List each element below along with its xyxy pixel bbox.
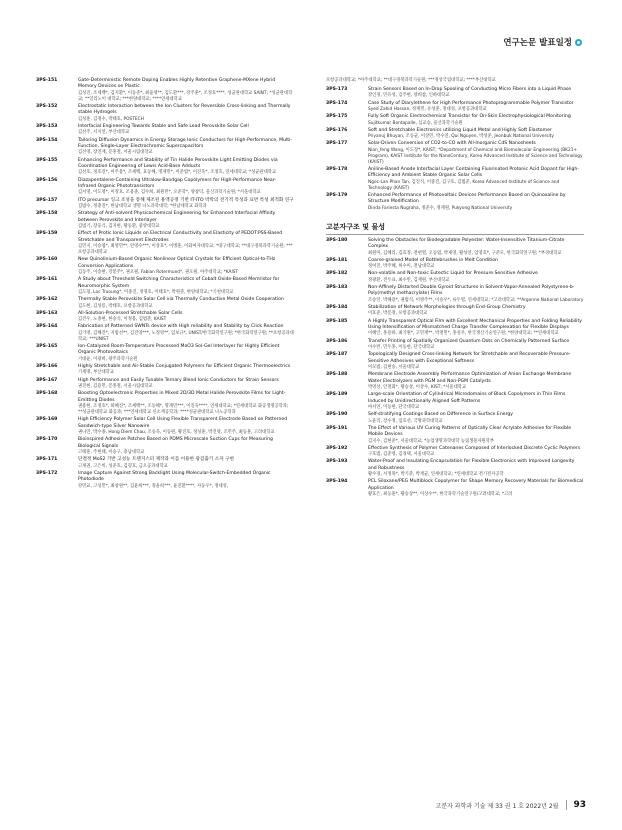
paper-entry	[36, 417, 294, 436]
paper-title: Non-Affinely Distorted Double Gyroid Structures in Solvent-Vapor-Annealed Polystyrene-b-Poly(methyl methacrylate) Films	[368, 284, 575, 297]
paper-body	[368, 141, 584, 165]
right-column-bottom	[326, 238, 584, 498]
paper-body	[368, 319, 584, 338]
paper-authors: 고태훈, 주현태, 이승구, 충남대학교	[78, 449, 145, 455]
paper-body	[78, 378, 294, 390]
paper-entry	[326, 352, 584, 371]
paper-body	[78, 231, 294, 256]
paper-title: Case Study of Diarylethene for High Performance Photoprogrammable Polymer Transistor	[368, 100, 574, 106]
paper-code: 3PS-158	[36, 211, 58, 217]
paper-title: PCL Siloxane/PEG Multiblock Copolymer for Shape Memory Recovery Materials for Biomedical Application	[368, 479, 584, 491]
paper-authors: 김도형, Loc Truoung*, 이종진, 정영호, 이태호*, 박원준, 한양대학교; *기천대학교	[78, 290, 234, 295]
paper-entry	[326, 459, 584, 478]
paper-entry	[326, 87, 584, 99]
paper-body	[78, 178, 294, 197]
paper-body	[78, 391, 294, 416]
paper-entry	[326, 285, 584, 304]
paper-entry	[36, 311, 294, 323]
paper-body	[368, 258, 584, 270]
paper-title: ITO precursor 잉크 조성을 통해 제조된 용액공정 기반 IT-ITO 박막의 전기적 특성과 표면 특성 최적화 연구	[78, 197, 294, 203]
paper-title: Coarse-grained Model of Bottlebrushes in Melt Condition	[368, 257, 499, 263]
paper-authors: 기세명, 부산대학교	[78, 370, 114, 376]
paper-authors: 김성진, 조세백*, 김지환*, 이동준*, 최윤영**, 김도환***, 강주훈*, 조정호****, 성균관대학교 SAINT; *성균관대학교; **일리노이 대학교; ***한양대학교; ****연세대학교	[78, 90, 293, 102]
paper-code: 3PS-179	[326, 192, 348, 198]
paper-title: Strain Sensors Based on In-Drop Spooling of Conducting Micro Fibers into a Liquid Phase	[368, 87, 572, 92]
paper-title: Solar-Driven Conversion of CO2-to-CO with All-Inorganic CdS Nanosheets	[368, 141, 536, 147]
paper-entry	[36, 378, 294, 390]
paper-title: Highly Stretchable and Air-Stable Conjugated Polymers for Efficient Organic Thermoelectrics	[78, 363, 291, 369]
paper-title: Boosting Optoelectronic Properties in Mixed 2D/3D Metal Halide Perovskite Films for Light-Emitting Diodes	[78, 391, 286, 403]
paper-entry	[326, 479, 584, 498]
paper-code: 3PS-182	[326, 271, 348, 277]
paper-entry	[36, 104, 294, 123]
paper-body	[78, 364, 294, 376]
paper-authors: Ngoc-Lan Phan Tan, 김진석, 이중진, 김구호, 김범준, Korea Advanced Institute of Science and Technology (KAIST)	[368, 179, 560, 191]
paper-code: 3PS-187	[326, 352, 348, 358]
header-title: 연구논문 발표일정	[503, 38, 572, 48]
paper-entry	[36, 344, 294, 363]
paper-body	[368, 426, 584, 445]
paper-authors: Sujitkumar Bontapalle, 심교승, 울산과학기술원	[368, 120, 463, 126]
page-footer	[435, 800, 586, 810]
paper-authors: 김범수, 정충진*, 한남대학교 생명 나노과학대학; *한남대학교 화학과	[78, 204, 207, 209]
paper-entry	[326, 101, 584, 113]
paper-code: 3PS-181	[326, 257, 348, 263]
paper-authors: 구호범, 김준영, 김경택, 서울대학교	[368, 452, 435, 458]
paper-title: Membrane Electrode Assembly Performance Optimization of Anion Exchange Membrane Water Electrolyzers with PGM and Non-PGM Catalysts	[368, 372, 572, 384]
paper-code: 3PS-163	[36, 310, 58, 316]
paper-code: 3PS-151	[36, 78, 58, 83]
paper-code: 3PS-154	[36, 137, 58, 143]
paper-code: 3PS-190	[326, 412, 348, 418]
paper-body	[78, 124, 294, 136]
paper-code: 3PS-191	[326, 425, 348, 431]
paper-code: 3PS-157	[36, 197, 58, 203]
paper-body	[368, 372, 584, 391]
paper-code: 3PS-183	[326, 284, 348, 290]
paper-authors: 김범기, 장웅식, 김지현, 황동환, 중앙대학교	[78, 224, 160, 229]
paper-entry	[36, 124, 294, 136]
paper-body	[368, 271, 584, 283]
paper-body	[78, 344, 294, 363]
paper-entry	[326, 128, 584, 140]
paper-entry	[326, 372, 584, 391]
paper-body	[78, 257, 294, 276]
paper-title: Solving the Obstacles for Biodegradable Polyester: Water-Insensitive Titanium-Citrate Complex	[368, 237, 565, 250]
paper-authors: 황효은, 최동훈*, 황승상**, 이상수**, 한국과학기술연구원/고려대학교; *고려	[368, 492, 513, 498]
paper-title: Soft and Stretchable Electronics utilizing Liquid Metal and Highly Soft Elastomer	[368, 127, 552, 133]
paper-body	[78, 211, 294, 230]
paper-body	[78, 437, 294, 456]
paper-code: 3PS-153	[36, 124, 58, 129]
footer-journal: 고분자 과학과 기술 제 33 권 1 호 2022년 2월	[435, 802, 559, 810]
paper-code: 3PS-192	[326, 445, 348, 451]
paper-body	[78, 457, 294, 469]
paper-code: 3PS-168	[36, 391, 58, 397]
paper-authors: 고재권, 고은비, 성준호, 김형호, 금오공과대학교	[78, 463, 168, 469]
paper-body	[78, 138, 294, 157]
paper-body	[368, 87, 584, 99]
paper-entry	[326, 271, 584, 283]
paper-entry	[326, 446, 584, 458]
paper-authors: 조승연, 박해용*, 권범석, 이병주**, 이승우*, 류두열, 연세대학교; *고려대학교; **Argonne National Laboratory	[368, 297, 584, 303]
paper-code: 3PS-193	[326, 459, 348, 465]
paper-code: 3PS-160	[36, 257, 58, 263]
paper-body	[368, 412, 584, 424]
paper-authors: 김선호, 정호진*, 이주용*, 조세백, 효동혜, 명재민*, 이준엽*, 이진욱*, 조정호, 연세대학교; *성균관대학교	[78, 170, 277, 176]
paper-authors: 정여진, 박주혜, 허수미, 전남대학교	[368, 264, 435, 270]
paper-title: The Effect of Various UV Curing Patterns of Optically Clear Acrylate Adhesive for Flexible Mobile Devices	[368, 425, 572, 438]
paper-title: Topologically Designed Cross-linking Network for Stretchable and Recoverable Pressure-Sensitive Adhesives with Exceptional Softness	[368, 352, 571, 364]
paper-authors: 정광환, 전두표, 최수빈, 김재원, 부산대학교	[368, 277, 450, 283]
paper-code: 3PS-177	[326, 141, 348, 147]
paper-entry	[36, 364, 294, 376]
paper-body	[368, 305, 584, 317]
paper-entry	[326, 114, 584, 126]
paper-body	[368, 167, 584, 192]
paper-authors: Dinda Fariesta Nugraha, 정준수, 정재원, Pukyong National University	[368, 205, 513, 211]
paper-authors: 노윤리, 장수정, 임호선, 국방과학대학교	[368, 418, 443, 424]
paper-body	[368, 479, 584, 498]
paper-entry	[326, 305, 584, 317]
paper-authors: 김성훈, 김정수, 박태호, POSTECH	[78, 116, 144, 122]
paper-authors: 최원미, 김혜리, 김효정, 전현열, 오동엽, 박제영, 황성연, 엄영호*, 구준모, 한국화학연구원; *부경대학교	[368, 250, 562, 256]
paper-title: All-Solution-Processed Stretchable Solar Cells	[78, 310, 183, 316]
paper-code: 3PS-161	[36, 277, 58, 283]
circle-bullet-icon	[575, 39, 582, 46]
paper-authors: 이효준, 박문정, 포항공과대학교	[368, 311, 428, 317]
paper-entry	[36, 391, 294, 416]
paper-code: 3PS-175	[326, 114, 348, 120]
page-header	[503, 36, 582, 48]
paper-title: Interfacial Engineering Towards Stable and Safe Lead Perovskite Solar Cell	[78, 124, 249, 129]
paper-entry	[36, 158, 294, 177]
paper-title: Image Capture Against Strong Backlight Using Molecular-Switch-Embedded Organic Photodiode	[78, 470, 271, 483]
paper-code: 3PS-162	[36, 297, 58, 303]
paper-title: Non-volatile and Non-toxic Eutectic Liquid for Pressure Sensitive Adhesive	[368, 271, 538, 277]
paper-entry	[36, 277, 294, 296]
paper-code: 3PS-180	[326, 237, 348, 243]
paper-body	[368, 392, 584, 411]
paper-code: 3PS-178	[326, 166, 348, 172]
paper-authors: 김민지, 이승엽*, 최영민**, 안영수***, 이상호*, 이병훈, 이화여자대학교; *대구대학교; **대구경북과학기술원; ***포항공과대학교	[78, 244, 293, 255]
paper-code: 3PS-188	[326, 372, 348, 378]
paper-code: 3PS-184	[326, 304, 348, 310]
paper-title: Stabilization of Network Morphologies through End-Group Chemistry	[368, 304, 526, 310]
paper-entry	[36, 78, 294, 103]
paper-entry	[326, 319, 584, 338]
paper-code: 3PS-189	[326, 392, 348, 398]
paper-code: 3PS-167	[36, 377, 58, 383]
paper-code: 3PS-185	[326, 318, 348, 324]
paper-code: 3PS-152	[36, 104, 58, 109]
paper-authors: 강인경, 민유성, 김주현, 양희참, 인하대학교	[368, 93, 450, 99]
paper-code: 3PS-165	[36, 343, 58, 349]
paper-entry	[36, 437, 294, 456]
paper-authors: 마서연, 이동현, 단국대학교	[368, 404, 420, 410]
paper-authors: 김서영, 이도영*, 이정호, 조용준, 김수희, 최원빈*, 오준학*, 양창덕, 울산과학기술원; *서울대학교	[78, 190, 261, 196]
paper-title: Fully Soft Organic Electrochemical Transistor for On-Skin Electrophysiological Monitoring	[368, 114, 571, 120]
paper-authors: 박영상, 안철회*, 황승상, 이상수, KIST; *서울대학교	[368, 384, 467, 390]
paper-body	[78, 78, 294, 103]
paper-body	[78, 158, 294, 177]
paper-authors: 기대윤, 이광희, 광주과학기술원	[78, 356, 138, 362]
paper-code: 3PS-166	[36, 363, 58, 369]
paper-body	[78, 297, 294, 309]
paper-authors: 권진현, 김용민, 문홍철, 서울시립대학교	[78, 383, 153, 389]
paper-authors: 김가영, 김해진*, 지범선**, 김진영***, 노정영**, 임보규*, UNIST/한국화학연구원; *한국화학연구원; **포항공과대학교; ***UNIST	[78, 330, 294, 342]
paper-code: 3PS-156	[36, 177, 58, 183]
paper-body	[78, 198, 294, 210]
paper-code: 3PS-186	[326, 338, 348, 344]
paper-authors: 김선주, 서지연, 부산대학교	[78, 130, 130, 136]
paper-code: 3PS-174	[326, 100, 348, 106]
paper-code: 3PS-169	[36, 417, 58, 423]
paper-body	[368, 128, 584, 140]
paper-code: 3PS-173	[326, 87, 348, 92]
paper-authors: 권용현, 조정호*, 하혜진*, 조세백**, 조동혜*, 명재민***, 이진욱****, 연세대학교; *연세대학교 화공생명공학과; **성균관대학교 화공과; ***연세대학교 신소재공학과; ****성균관대학교 나노공학과	[78, 403, 289, 415]
paper-body	[368, 101, 584, 113]
paper-body	[368, 238, 584, 257]
paper-title: New Quinolinium-Based Organic Nonlinear Optical Crystals for Efficient Optical-to-THz Conversion Applications	[78, 257, 276, 269]
paper-title: Fabrication of Patterned SWNTs device with High reliability and Stability by Click Reaction	[78, 324, 284, 330]
paper-title: Gate-Deterministic Remote Doping Enables Highly Retentive Graphene-MXene Hybrid Memory Devices on Plastic	[78, 78, 276, 90]
paper-code: 3PS-171	[36, 457, 58, 463]
paper-entry	[36, 457, 294, 469]
paper-body	[78, 277, 294, 296]
paper-entry	[326, 167, 584, 192]
paper-code: 3PS-155	[36, 157, 58, 163]
paper-body	[78, 417, 294, 436]
paper-entry	[326, 193, 584, 212]
paper-title: Thermally Stable Perovskite Solar Cell via Thermally Conductive Metal Oxide Cooperation	[78, 297, 284, 303]
paper-entry	[326, 339, 584, 351]
paper-entry	[326, 141, 584, 165]
paper-authors: 황수경, 서정목*, 박기준, 박재균, 연세대학교; *연세대학교 전기전자공학	[368, 472, 504, 478]
paper-entry	[36, 178, 294, 197]
section-heading: 고분자구조 및 물성	[326, 222, 584, 235]
left-column	[36, 78, 294, 491]
paper-body	[368, 352, 584, 371]
paper-authors: 김선영, 장연재, 문홍철, 서울시립대학교	[78, 150, 153, 156]
right-column-top	[326, 78, 584, 212]
paper-title: Tailoring Diffusion Dynamics in Energy Storage Ionic Conductors for High-Performance, Multi-Function, Single-Layer Electrochromic Supercapacitors	[78, 137, 293, 149]
paper-authors: Nian_feng Wang, 이도장*, KAIST; *Department of Chemical and Biomolecular Engineering (BK21+ Program), KAIST Institute for the NanoCentury, Korea Advanced Institute of Science and Technology (KAIST)	[368, 147, 583, 165]
paper-body	[368, 193, 584, 212]
paper-title: Aniline-Based Anode Interfacial Layer Containing Fluorinated Protonic Acid Dopant for High-Efficiency and Ambient Stable Organic Solar Cells	[368, 166, 579, 179]
paper-code: 3PS-194	[326, 479, 348, 485]
paper-title: Effective Synthesis of Polymer Catenanes Composed of Interlocked Discrete Cyclic Polymers	[368, 445, 581, 451]
paper-authors: Syed Zahid Hassan, 정재민, 유성훈, 정대성, 포항공과대학교	[368, 107, 487, 112]
paper-entry	[326, 392, 584, 411]
paper-code: 3PS-170	[36, 437, 58, 443]
paper-body	[368, 446, 584, 458]
paper-body	[368, 459, 584, 478]
paper-entry	[36, 198, 294, 210]
paper-title: High Performance and Easily Tunable Ternary Blend Ionic Conductors for Strain Sensors	[78, 377, 279, 383]
paper-entry	[36, 231, 294, 256]
paper-code: 3PS-164	[36, 324, 58, 330]
paper-title: Water-Proof and Insulating Encapsulation for Flexible Electronics with Improved Longevity and Robustness	[368, 459, 575, 471]
paper-title: 단결정 MoS2 기반 고성능 트랜지스터 제작과 이를 이용한 광검출기 소자 구현	[78, 457, 234, 463]
paper-entry	[36, 297, 294, 309]
paper-title: Effect of Protic Ionic Liquids on Electrical Conductivity and Elasticity of PEDOT:PSS-Based Stretchable and Transparent Electrodes	[78, 231, 283, 243]
paper-authors: 권나연, 박수종, Hong Diem Chau, 조승욱, 이동원, 황진호, 정성훈, 박진영, 조민주, 최동훈, 고려대학교	[78, 429, 275, 435]
paper-authors: 김지수, 김현준*, 서울대학교; *농업생명과학대학 농림생물자원학부	[368, 438, 495, 444]
paper-authors: 강민교, 고성민*, 최창원**, 김윤희***, 정윤희***, 윤진환****, 자동우*, 정대성,	[78, 483, 229, 489]
paper-title: Electrostatic Interaction between the Ion Clusters for Reversible Cross-linking and Thermally stable Hydrogels	[78, 104, 291, 116]
paper-code: 3PS-159	[36, 231, 58, 237]
paper-title: High Efficiency Polymer Solar Cell Using Flexible Transparent Electrode Based on Patterned Sandwich-type Silver Nanowire	[78, 417, 288, 429]
paper-authors: 이수빈, 민두홍, 이동현, 단국대학교	[368, 344, 435, 350]
paper-title: Enhanced Performance of Photovoltaic Devices Performance Based on Quinoxaline by Structure Modification	[368, 192, 566, 205]
paper-title: Strategy of Anti-solvent Physicochemical Engineering for Enhanced Interfacial Affinity between Perovskite and Interlayer	[78, 211, 276, 223]
paper-title: Large-scale Orientation of Cylindrical Microdomains of Block Copolymers in Thin Films Induced by Unidirectionally Aligned Soft Patterns	[368, 392, 566, 404]
paper-body	[78, 324, 294, 342]
paper-title: Ion-Catalyzed Room-Temperature Processed MoO3 Sol-Gel Interlayer for Highly Efficient Organic Photovoltaics	[78, 343, 280, 356]
paper-entry	[326, 426, 584, 445]
page-number: 93	[566, 800, 586, 810]
paper-authors: 김건우, 노종현, 한승석, 이정용, 김범준, KAIST	[78, 317, 167, 323]
paper-authors: 김도현, 김성룡, 박태호, 포항공과대학교	[78, 303, 153, 309]
paper-body	[368, 114, 584, 126]
paper-body	[78, 311, 294, 323]
paper-body	[368, 339, 584, 351]
paper-entry	[36, 324, 294, 342]
paper-authors: 이모범, 김현승, 서울대학교	[368, 364, 420, 370]
paper-body	[368, 285, 584, 304]
paper-title: Transfer Printing of Spatially Organized Quantum Dots on Chemically Patterned Surface	[368, 338, 570, 344]
paper-authors: Priyanuj Bhuyan, 조동균, 이상민, 박수연, Qui Nguyen, 박성준, Jeonbuk National University	[368, 134, 554, 140]
paper-entry	[36, 257, 294, 276]
paper-title: Self-stratifying Coatings Based on Difference in Surface Energy	[368, 412, 514, 418]
paper-code: 3PS-176	[326, 127, 348, 133]
paper-entry	[36, 471, 294, 490]
paper-code: 3PS-172	[36, 470, 58, 476]
paper-entry	[326, 412, 584, 424]
paper-entry	[36, 138, 294, 157]
right-column	[326, 78, 584, 499]
paper-entry	[326, 258, 584, 270]
paper-title: Diazapentalene-Containing Ultralow-Bandgap Copolymers for High-Performance Near-Infrared Organic Phototransistors	[78, 177, 276, 189]
paper-title: A Study about Threshold Switching Characteristics of Cobalt Oxide-Based Memristor for Neuromorphic System	[78, 277, 280, 289]
paper-title: Enhancing Performance and Stability of Tin Halide Perovskite Light Emitting Diodes via Coordination Engineering of Lewis Acid-Base Adducts	[78, 157, 278, 169]
paper-authors: 이혜인, 홍용하, 최기원*, 고민재**, 박철민*, 홍성우, 한국생산기술연구원; *한양대학교; **연세대학교	[368, 331, 559, 337]
paper-body	[78, 471, 294, 490]
author-continuation: 포항공과대학교; *아주대학교; **대구경북과학기술원; ***경상국립대학교; ****부산대학교	[326, 78, 496, 83]
paper-title: Bioinspired Adhesive Patches Based on PDMS Microscale Suction Cups for Measuring Biological Signals	[78, 437, 273, 449]
paper-entry	[326, 238, 584, 257]
paper-body	[78, 104, 294, 123]
paper-authors: 김동주, 이송현, 강봉주*, 권오필, Fabian Rotermund*, 권오필, 아주대학교; *KAIST	[78, 270, 239, 275]
paper-entry	[36, 211, 294, 230]
paper-title: A Highly Transparent Optical Film with Excellent Mechanical Properties and Folding Reliability Using Intensification of Mismatched Charge Transfer Complexation for Flexible Displays	[368, 318, 582, 330]
